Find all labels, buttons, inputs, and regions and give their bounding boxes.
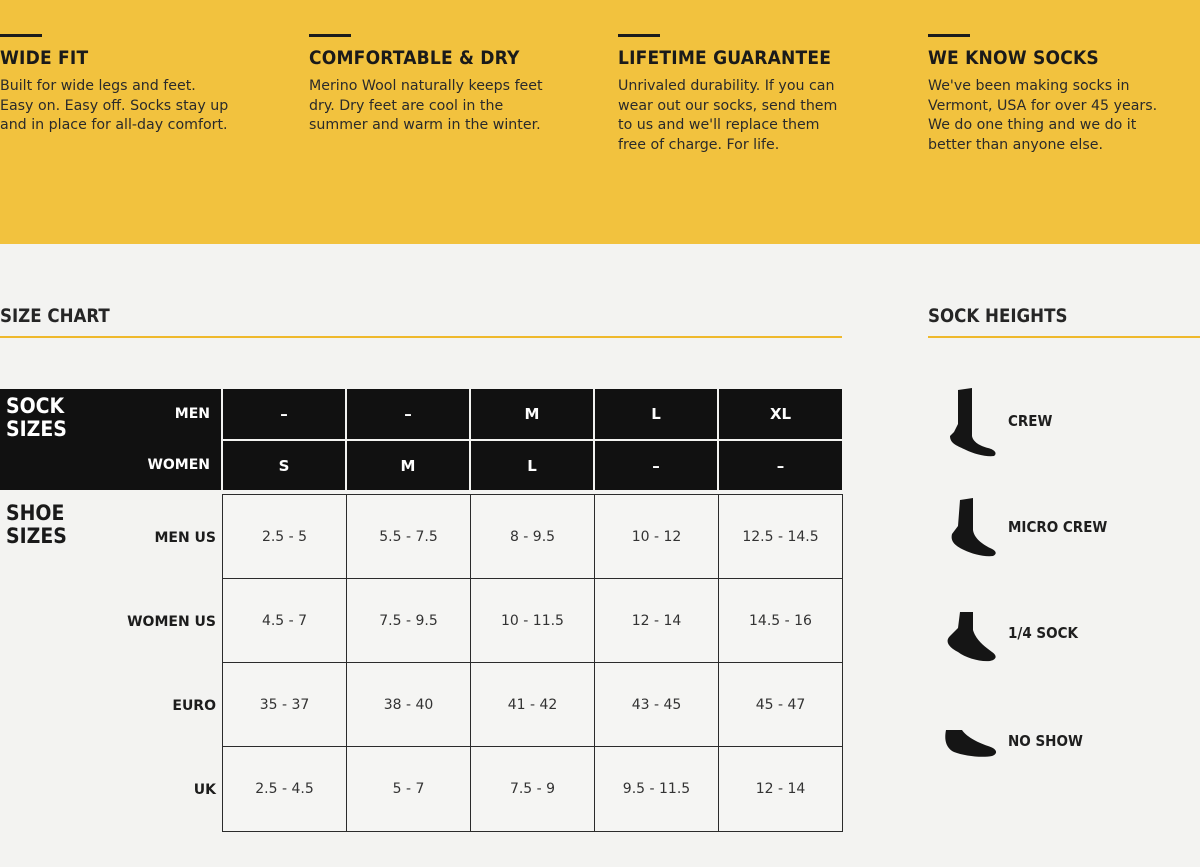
sock-women-cell: S — [223, 441, 345, 490]
shoe-cell: 4.5 - 7 — [222, 578, 347, 663]
sock-men-cell: XL — [719, 389, 842, 439]
sock-women-cell: M — [347, 441, 469, 490]
sock-height-micro-crew — [940, 494, 1160, 574]
sock-height-label: CREW — [1008, 412, 1053, 430]
row-label-women-us: WOMEN US — [127, 614, 216, 630]
shoe-cell: 7.5 - 9 — [470, 746, 595, 832]
shoe-cell: 5 - 7 — [346, 746, 471, 832]
crew-sock-icon — [940, 384, 1000, 464]
sock-height-label: 1/4 SOCK — [1008, 624, 1078, 642]
shoe-cell: 5.5 - 7.5 — [346, 494, 471, 579]
feature-title: LIFETIME GUARANTEE — [618, 47, 832, 69]
row-label-men-sock: MEN — [174, 406, 210, 422]
sock-women-cell: – — [595, 441, 717, 490]
feature-text: Built for wide legs and feet. Easy on. Easy off. Socks stay up and in place for all-day comfort. — [0, 78, 229, 133]
shoe-cell: 10 - 12 — [594, 494, 719, 579]
quarter-sock-icon — [940, 606, 1000, 666]
row-label-men-us: MEN US — [154, 530, 216, 546]
sock-women-cell: L — [471, 441, 593, 490]
shoe-cell: 7.5 - 9.5 — [346, 578, 471, 663]
size-chart-title: SIZE CHART — [0, 306, 110, 327]
feature-title: COMFORTABLE & DRY — [309, 47, 520, 69]
shoe-cell: 10 - 11.5 — [470, 578, 595, 663]
feature-comfortable-dry — [309, 34, 589, 136]
feature-title: WE KNOW SOCKS — [928, 47, 1099, 69]
sock-height-no-show — [940, 722, 1160, 802]
sock-men-cell: L — [595, 389, 717, 439]
sock-heights-title: SOCK HEIGHTS — [928, 306, 1068, 327]
feature-rule — [618, 34, 660, 37]
sock-height-label: NO SHOW — [1008, 732, 1083, 750]
feature-rule — [0, 34, 42, 37]
shoe-cell: 14.5 - 16 — [718, 578, 843, 663]
shoe-cell: 12.5 - 14.5 — [718, 494, 843, 579]
sock-sizes-label: SOCK SIZES — [6, 394, 67, 441]
feature-we-know-socks — [928, 34, 1200, 155]
sock-height-quarter — [940, 606, 1160, 686]
feature-text: Unrivaled durability. If you can wear out our socks, send them to us and we'll replace them free of charge. For life. — [618, 78, 838, 153]
shoe-cell: 41 - 42 — [470, 662, 595, 747]
sock-men-cell: – — [223, 389, 345, 439]
sock-height-label: MICRO CREW — [1008, 518, 1108, 536]
micro-crew-sock-icon — [940, 494, 1000, 564]
sock-men-cell: – — [347, 389, 469, 439]
row-label-women-sock: WOMEN — [147, 457, 210, 473]
shoe-cell: 38 - 40 — [346, 662, 471, 747]
feature-rule — [309, 34, 351, 37]
shoe-sizes-label: SHOE SIZES — [6, 501, 67, 548]
shoe-cell: 8 - 9.5 — [470, 494, 595, 579]
shoe-cell: 12 - 14 — [594, 578, 719, 663]
shoe-cell: 9.5 - 11.5 — [594, 746, 719, 832]
feature-rule — [928, 34, 970, 37]
feature-title: WIDE FIT — [0, 47, 89, 69]
row-label-euro: EURO — [172, 698, 216, 714]
sock-women-cell: – — [719, 441, 842, 490]
shoe-cell: 2.5 - 4.5 — [222, 746, 347, 832]
feature-lifetime-guarantee — [618, 34, 898, 155]
size-chart-rule — [0, 336, 842, 338]
row-label-uk: UK — [193, 782, 216, 798]
feature-text: We've been making socks in Vermont, USA for over 45 years. We do one thing and we do it better than anyone else. — [928, 78, 1158, 153]
shoe-cell: 43 - 45 — [594, 662, 719, 747]
shoe-cell: 45 - 47 — [718, 662, 843, 747]
feature-text: Merino Wool naturally keeps feet dry. Dry feet are cool in the summer and warm in the winter. — [309, 78, 543, 133]
shoe-cell: 35 - 37 — [222, 662, 347, 747]
sock-men-cell: M — [471, 389, 593, 439]
shoe-cell: 2.5 - 5 — [222, 494, 347, 579]
no-show-sock-icon — [940, 722, 1004, 762]
sock-height-crew — [940, 384, 1160, 464]
feature-wide-fit — [0, 34, 280, 136]
shoe-cell: 12 - 14 — [718, 746, 843, 832]
sock-heights-rule — [928, 336, 1200, 338]
